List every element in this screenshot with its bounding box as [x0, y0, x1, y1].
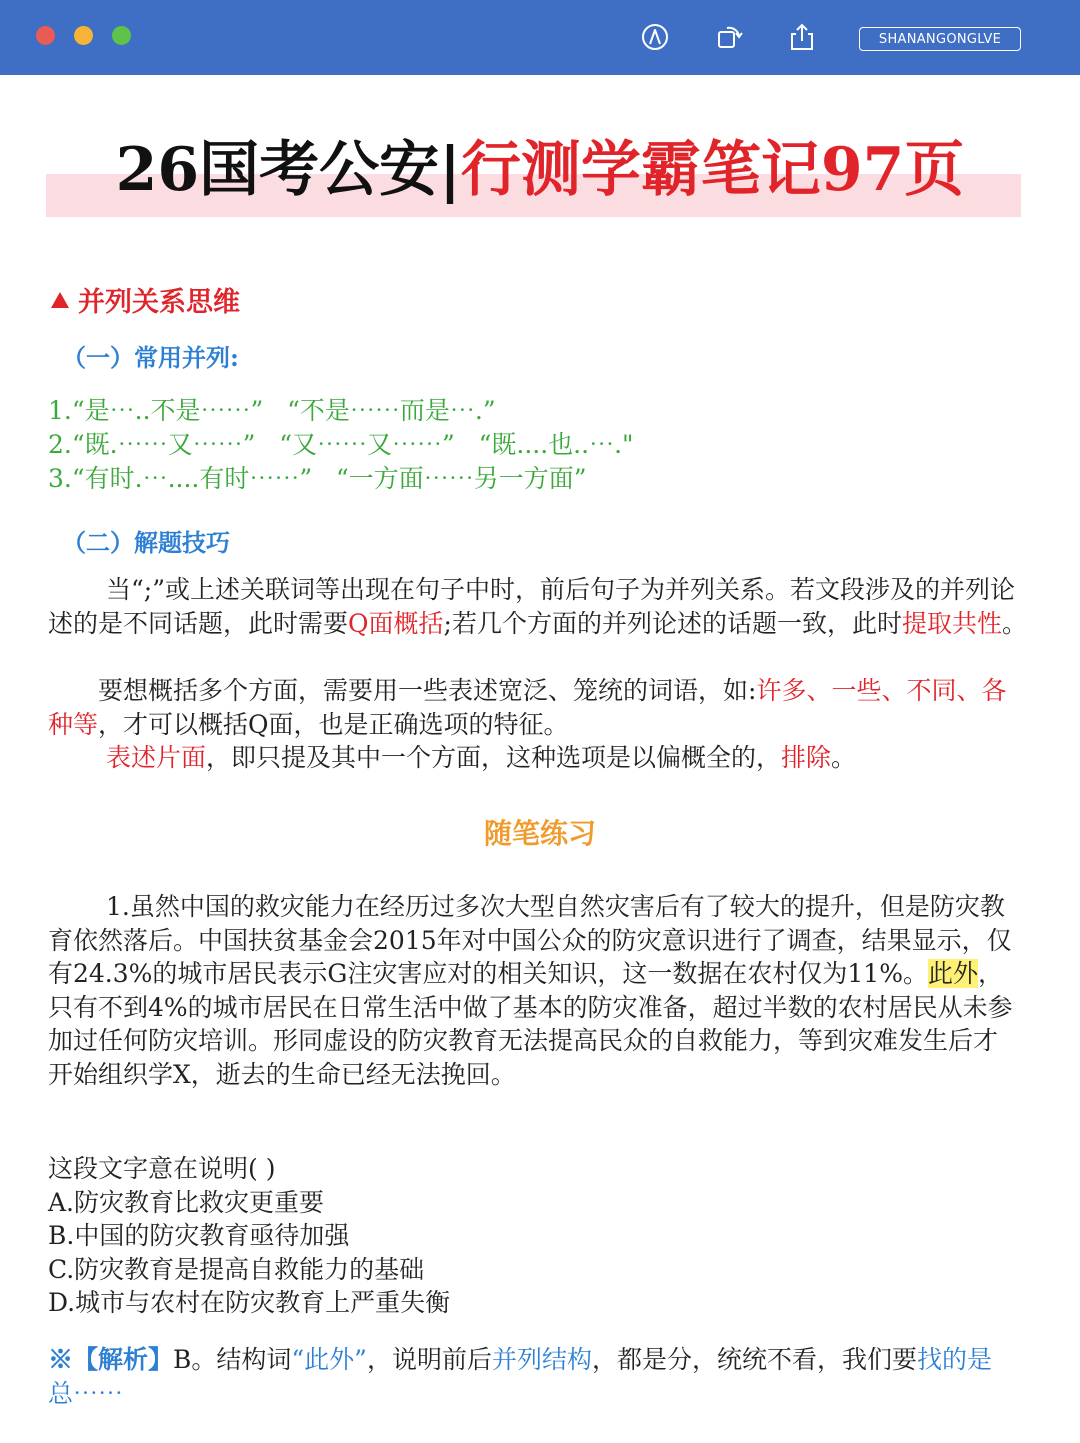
list-item: 1.“是⋯..不是⋯⋯” “不是⋯⋯而是⋯.”	[48, 396, 496, 425]
text-span: 。	[831, 743, 857, 772]
question-block	[48, 1152, 450, 1320]
question-stem: 这段文字意在说明( )	[48, 1154, 276, 1183]
parallel-examples-list	[48, 394, 634, 496]
triangle-icon	[50, 291, 70, 309]
text-span: ，说明前后	[366, 1345, 492, 1374]
option-d: D.城市与农村在防灾教育上严重失衡	[48, 1288, 451, 1317]
subheading-techniques: （二）解题技巧	[62, 528, 230, 557]
emphasis-span: 表述片面	[106, 743, 207, 772]
technique-paragraph-3	[48, 741, 1028, 775]
practice-passage	[48, 890, 1018, 1091]
subheading-common-parallel: （一）常用并列:	[62, 343, 239, 372]
text-span: 要想概括多个方面，需要用一些表述宽泛、笼统的词语，如:	[98, 676, 757, 705]
window-toolbar	[0, 0, 1080, 75]
list-item: 3.“有时.⋯....有时⋯⋯” “一方面⋯⋯另一方面”	[48, 464, 587, 493]
technique-paragraph-2	[48, 674, 1028, 741]
text-span: 当“;”或上述关联词等出现在句子中时，前后句子为并列关系。若文段涉及的并列论述的是不同话题，此时需要	[48, 575, 1015, 638]
list-item: 2.“既.⋯⋯又⋯⋯” “又⋯⋯又⋯⋯” “既....也..⋯."	[48, 430, 634, 459]
text-span: B。结构词	[173, 1345, 292, 1374]
minimize-window-button[interactable]	[74, 26, 93, 45]
emphasis-span: 排除	[781, 743, 832, 772]
title-part-2: 行测学霸笔记97页	[460, 135, 965, 205]
title-part-1: 26国考公安|	[115, 135, 461, 205]
emphasis-span: 找的是总⋯⋯	[48, 1345, 993, 1408]
text-span: ;若几个方面的并列论述的话题一致，此时	[443, 608, 902, 638]
emphasis-span: Q面概括	[348, 608, 444, 638]
highlighted-keyword: 此外	[927, 959, 978, 988]
text-span: ，即只提及其中一个方面，这种选项是以偏概全的，	[206, 743, 782, 772]
option-a: A.防灾教育比救灾更重要	[48, 1187, 325, 1217]
rotate-copy-icon[interactable]	[715, 22, 745, 52]
close-window-button[interactable]	[36, 26, 55, 45]
emphasis-span: 并列结构	[491, 1345, 592, 1374]
section-heading-text: 并列关系思维	[78, 287, 240, 318]
text-span: ，才可以概括Q面，也是正确选项的特征。	[98, 709, 569, 739]
text-span: ，都是分，统统不看，我们要	[591, 1345, 917, 1374]
brand-label[interactable]: SHANANGONGLVE	[859, 27, 1021, 51]
text-span: 1.虽然中国的救灾能力在经历过多次大型自然灾害后有了较大的提升，但是防灾教育依然落后。中国扶贫基金会2015年对中国公众的防灾意识进行了调查，结果显示，仅有24.3%的城市居民表示G注灾害应对的相关知识，这一数据在农村仅为11%。	[48, 892, 1012, 988]
option-c: C.防灾教育是提高自救能力的基础	[48, 1254, 425, 1284]
page-title	[0, 130, 1080, 210]
technique-paragraph-1	[48, 573, 1028, 640]
text-span: ，只有不到4%的城市居民在日常生活中做了基本的防灾准备，超过半数的农村居民从未参加过任何防灾培训。形同虚设的防灾教育无法提高民众的自救能力，等到灾难发生后才开始组织学X，逝去的生命已经无法挽回。	[48, 959, 1013, 1089]
section-heading	[50, 280, 240, 319]
pen-circle-icon[interactable]	[640, 22, 670, 52]
emphasis-span: 提取共性	[901, 608, 1002, 638]
share-icon[interactable]	[787, 22, 817, 52]
analysis-block	[48, 1343, 1018, 1410]
option-b: B.中国的防灾教育亟待加强	[48, 1221, 350, 1250]
emphasis-span: 许多、一些、不同、各种等	[48, 676, 1007, 739]
emphasis-span: “此外”	[291, 1345, 367, 1374]
maximize-window-button[interactable]	[112, 26, 131, 45]
text-span: 。	[1001, 608, 1027, 638]
practice-heading: 随笔练习	[483, 817, 596, 850]
analysis-label: ※【解析】	[48, 1345, 174, 1374]
